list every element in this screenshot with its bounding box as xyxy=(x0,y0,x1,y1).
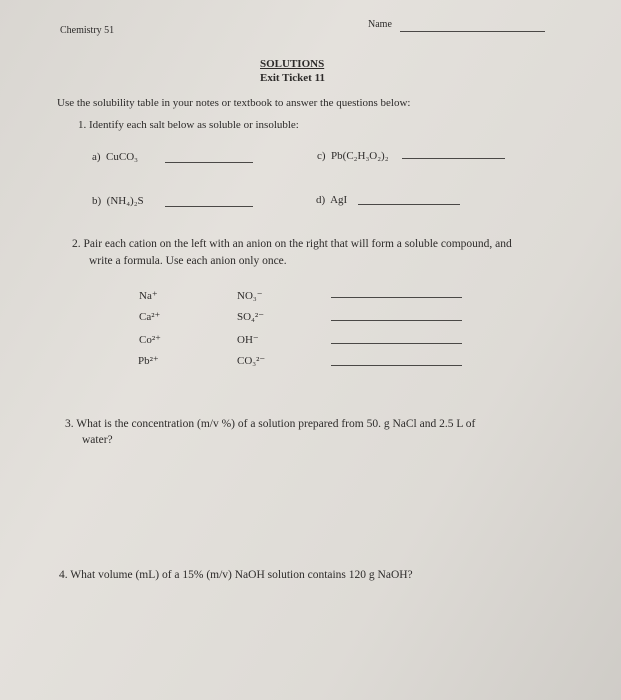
item-letter: c) xyxy=(317,150,326,162)
formula-blank-4[interactable] xyxy=(331,365,462,366)
course-label: Chemistry 51 xyxy=(60,25,115,36)
name-label: Name xyxy=(368,19,392,30)
formula-blank-1[interactable] xyxy=(331,297,462,298)
cation-pb: Pb²⁺ xyxy=(138,355,159,367)
item-letter: b) xyxy=(92,195,102,207)
q2-prompt-line2: write a formula. Use each anion only once. xyxy=(89,255,287,267)
answer-blank-a[interactable] xyxy=(165,162,253,163)
name-blank[interactable] xyxy=(400,31,545,32)
item-formula: AgI xyxy=(330,194,348,206)
answer-blank-c[interactable] xyxy=(402,158,505,159)
q1-item-b xyxy=(92,195,144,207)
q1-item-c xyxy=(317,150,389,162)
item-letter: d) xyxy=(316,194,326,206)
q4-text: 4. What volume (mL) of a 15% (m/v) NaOH solution contains 120 g NaOH? xyxy=(59,569,413,581)
q2-prompt-line1: 2. Pair each cation on the left with an anion on the right that will form a soluble compound, and xyxy=(72,238,512,250)
item-formula: Pb(C₂H₃O₂)₂ xyxy=(331,150,389,162)
page-title: SOLUTIONS xyxy=(260,58,325,70)
formula-blank-3[interactable] xyxy=(331,343,462,344)
cation-na: Na⁺ xyxy=(139,290,158,302)
page-subtitle: Exit Ticket 11 xyxy=(260,72,325,84)
anion-so4: SO₄²⁻ xyxy=(237,311,265,323)
answer-blank-d[interactable] xyxy=(358,204,460,205)
item-formula: CuCO₃ xyxy=(106,151,138,163)
item-letter: a) xyxy=(92,151,101,163)
instructions: Use the solubility table in your notes or textbook to answer the questions below: xyxy=(57,97,411,109)
answer-blank-b[interactable] xyxy=(165,206,253,207)
item-formula: (NH₄)₂S xyxy=(106,195,144,207)
q3-line2: water? xyxy=(82,434,113,446)
q1-prompt: 1. Identify each salt below as soluble or insoluble: xyxy=(78,119,299,131)
formula-blank-2[interactable] xyxy=(331,320,462,321)
q3-line1: 3. What is the concentration (m/v %) of a solution prepared from 50. g NaCl and 2.5 L of xyxy=(65,418,476,430)
q1-item-d xyxy=(316,194,347,206)
cation-ca: Ca²⁺ xyxy=(139,311,161,323)
anion-co3: CO₃²⁻ xyxy=(237,355,266,367)
anion-oh: OH⁻ xyxy=(237,334,259,346)
q1-item-a xyxy=(92,151,138,163)
anion-no3: NO₃⁻ xyxy=(237,290,263,302)
cation-co: Co²⁺ xyxy=(139,334,161,346)
